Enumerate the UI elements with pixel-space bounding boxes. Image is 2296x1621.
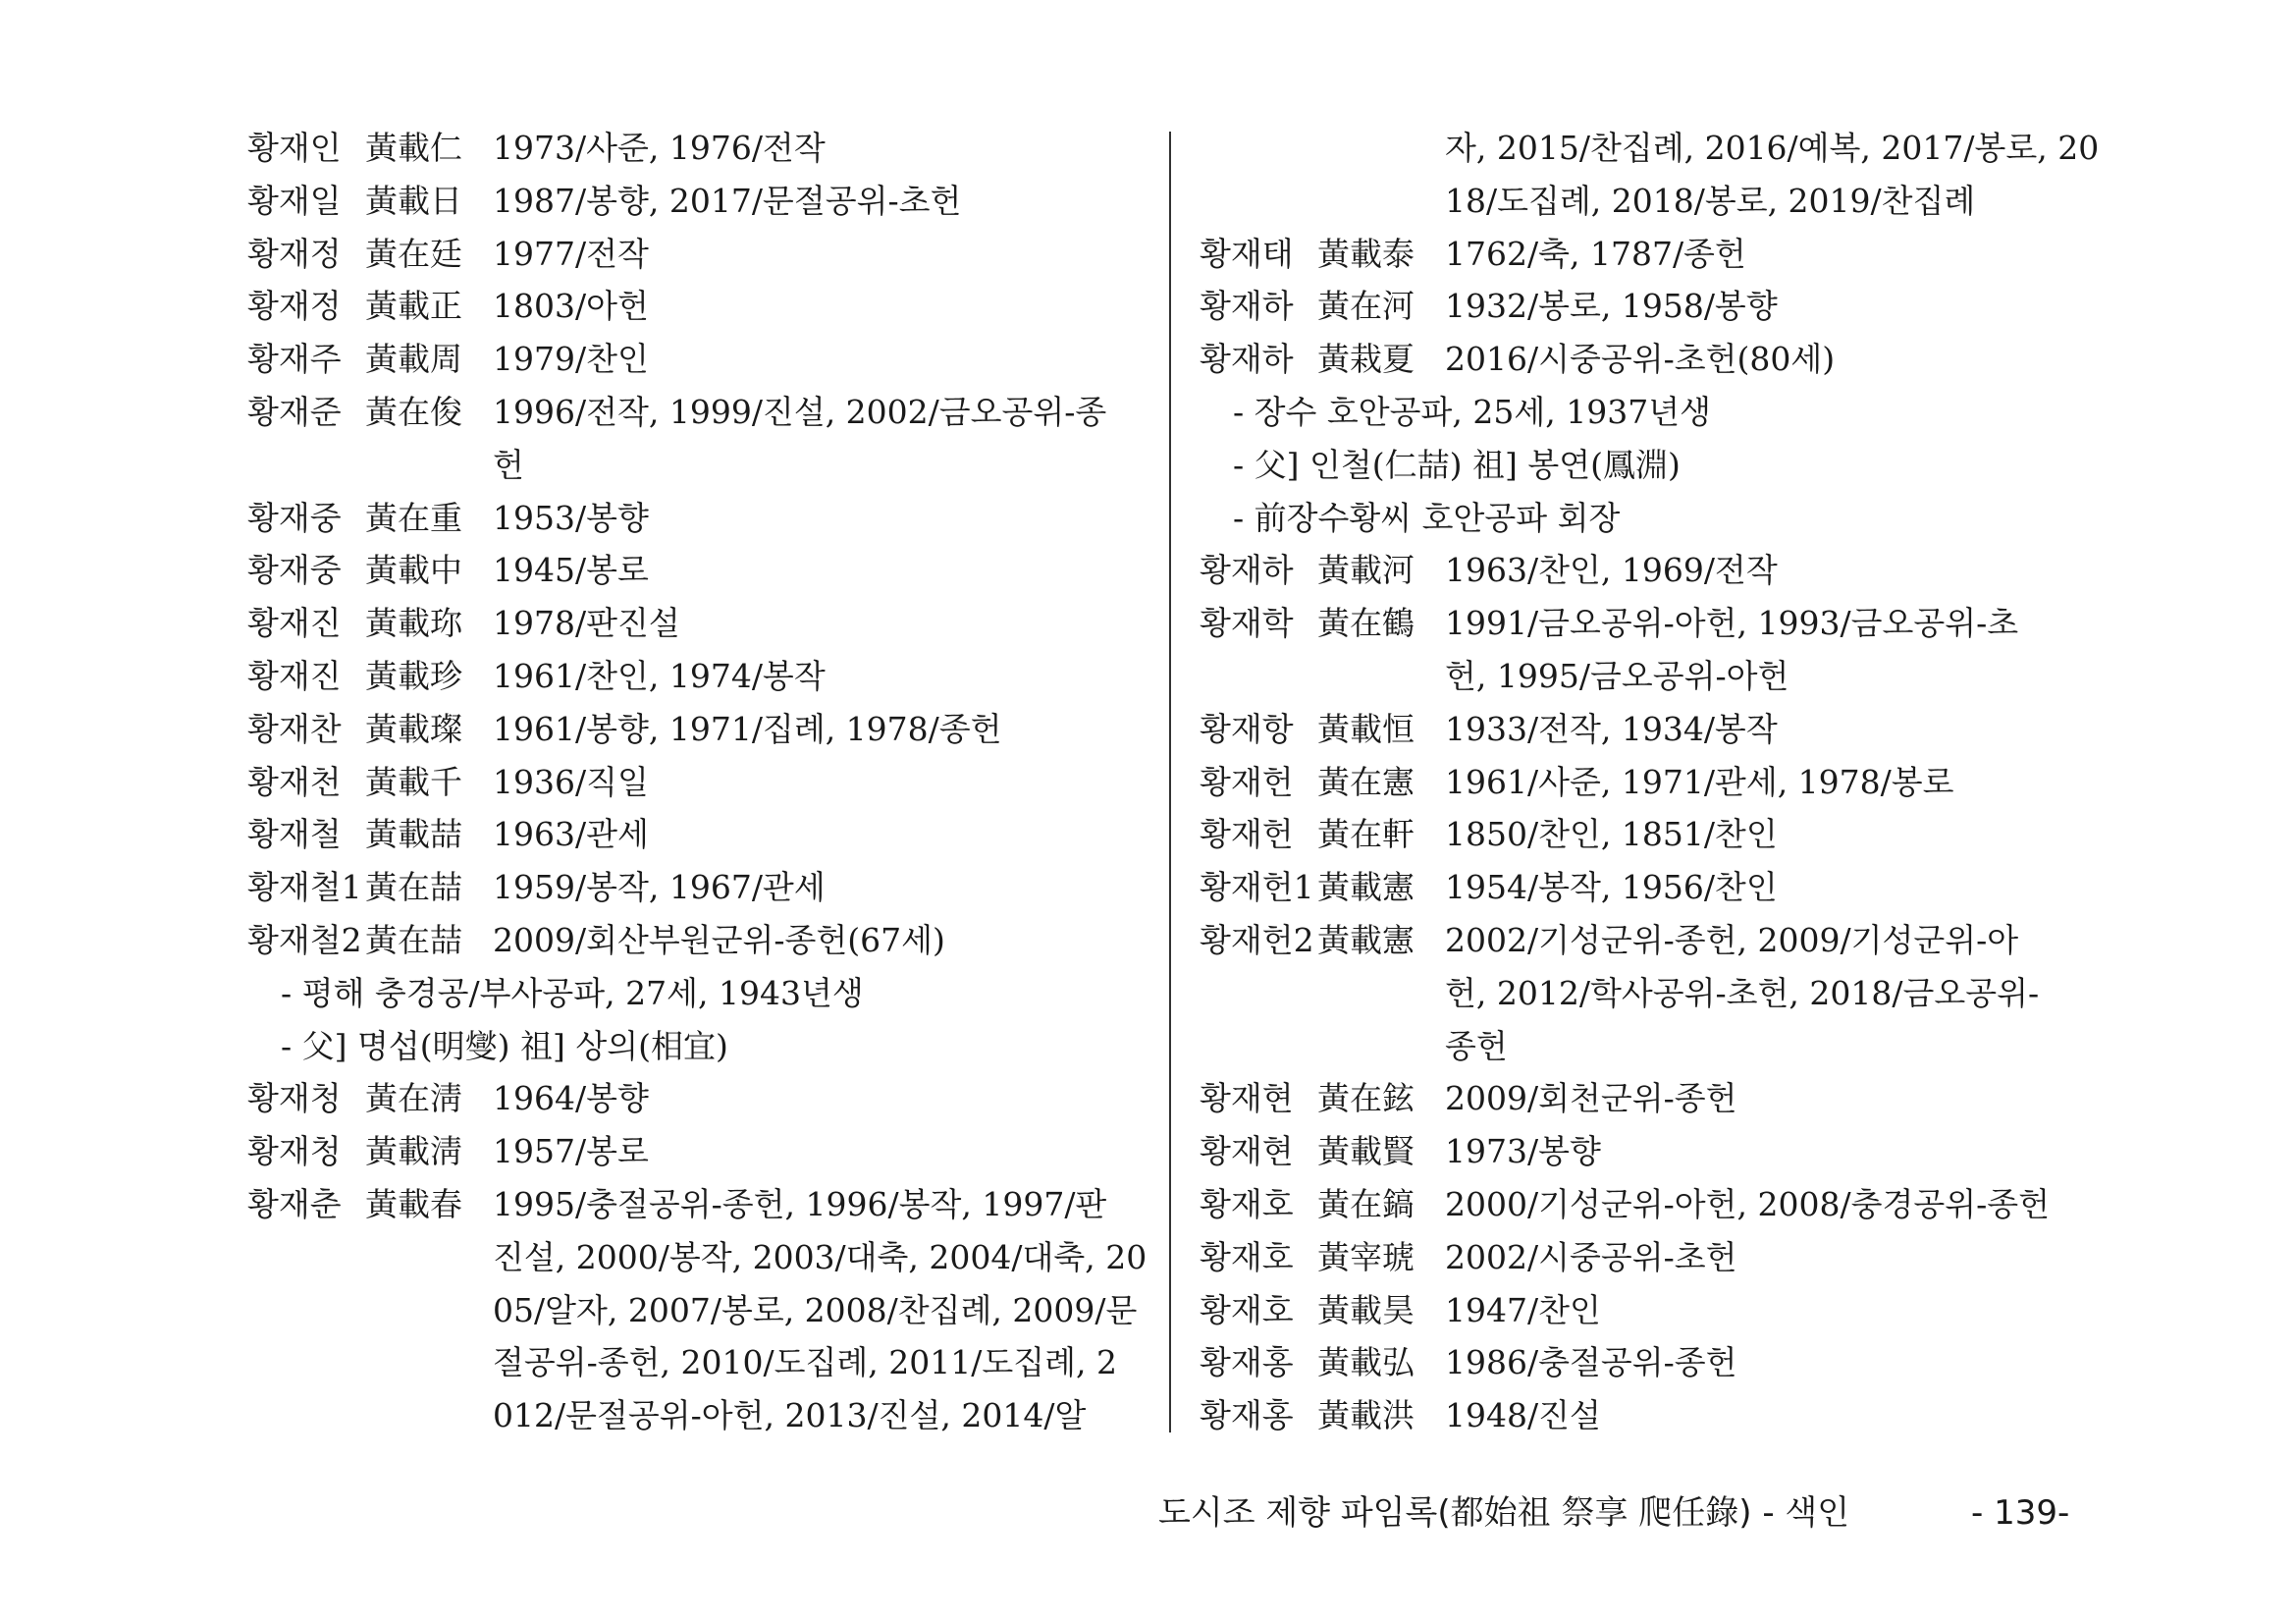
entry-hanja-name: 黃載中 xyxy=(365,551,462,590)
entry-korean-name: 황재호 xyxy=(1200,1237,1294,1276)
entry-record: 1803/아헌 xyxy=(493,287,649,326)
entry-hanja-name: 黃在鶴 xyxy=(1317,604,1415,643)
entry-korean-name: 황재학 xyxy=(1200,604,1294,643)
entry-korean-name: 황재준 xyxy=(247,392,342,431)
entry-record: 05/알자, 2007/봉로, 2008/찬집례, 2009/문 xyxy=(493,1290,1138,1329)
index-entry xyxy=(247,333,1150,386)
index-entry xyxy=(247,650,1150,703)
entry-record: 헌 xyxy=(493,445,524,484)
index-entry xyxy=(247,175,1150,228)
entry-korean-name: 황재현 xyxy=(1200,1079,1294,1118)
entry-korean-name: 황재하 xyxy=(1200,340,1294,379)
entry-korean-name: 황재주 xyxy=(247,340,342,379)
entry-hanja-name: 黃載珎 xyxy=(365,604,462,643)
entry-record: 18/도집례, 2018/봉로, 2019/찬집례 xyxy=(1445,181,1976,220)
entry-record: 종헌 xyxy=(1445,1026,1508,1065)
index-entry xyxy=(1200,1231,2103,1284)
entry-hanja-name: 黃載弘 xyxy=(1317,1343,1415,1382)
entry-korean-name: 황재헌 xyxy=(1200,762,1294,801)
index-entry xyxy=(247,597,1150,650)
entry-hanja-name: 黃載珍 xyxy=(365,656,462,695)
entry-hanja-name: 黃在鉉 xyxy=(1317,1079,1415,1118)
entry-record: 1961/봉향, 1971/집례, 1978/종헌 xyxy=(493,709,1002,748)
entry-korean-name: 황재청 xyxy=(247,1132,342,1171)
entry-korean-name: 황재진 xyxy=(247,604,342,643)
index-entry xyxy=(247,808,1150,861)
entry-korean-name: 황재중 xyxy=(247,551,342,590)
entry-korean-name: 황재호 xyxy=(1200,1290,1294,1329)
entry-hanja-name: 黃載仁 xyxy=(365,129,462,167)
entry-record: 1963/관세 xyxy=(493,815,649,854)
index-entry xyxy=(247,1178,1150,1231)
entry-hanja-name: 黃載河 xyxy=(1317,551,1415,590)
index-entry xyxy=(1200,703,2103,756)
entry-record: 1961/찬인, 1974/봉작 xyxy=(493,656,826,695)
entry-record: 2009/회산부원군위-종헌(67세) xyxy=(493,920,945,959)
index-entry xyxy=(247,1125,1150,1178)
entry-record: 012/문절공위-아헌, 2013/진설, 2014/알 xyxy=(493,1396,1087,1435)
entry-record: 1978/판진설 xyxy=(493,604,680,643)
entry-hanja-name: 黃在廷 xyxy=(365,234,462,273)
index-entry xyxy=(247,756,1150,809)
index-entry xyxy=(247,228,1150,281)
entry-record: 1947/찬인 xyxy=(1445,1290,1601,1329)
entry-korean-name: 황재하 xyxy=(1200,551,1294,590)
entry-korean-name: 황재일 xyxy=(247,181,342,220)
entry-continuation xyxy=(247,1336,1150,1389)
index-entry xyxy=(247,861,1150,914)
entry-hanja-name: 黃在淸 xyxy=(365,1079,462,1118)
column-divider xyxy=(1169,132,1171,1432)
entry-record: 헌, 2012/학사공위-초헌, 2018/금오공위- xyxy=(1445,973,2040,1012)
index-entry xyxy=(1200,1389,2103,1442)
right-column xyxy=(1200,122,2103,1442)
entry-record: 1953/봉향 xyxy=(493,498,649,537)
entry-hanja-name: 黃載憲 xyxy=(1317,920,1415,959)
entry-note: - 평해 충경공/부사공파, 27세, 1943년생 xyxy=(281,973,864,1012)
index-entry xyxy=(1200,333,2103,386)
entry-korean-name: 황재중 xyxy=(247,498,342,537)
index-entry xyxy=(1200,1178,2103,1231)
entry-record: 1961/사준, 1971/관세, 1978/봉로 xyxy=(1445,762,1954,801)
index-entry xyxy=(247,914,1150,967)
entry-korean-name: 황재진 xyxy=(247,656,342,695)
entry-record: 1973/봉향 xyxy=(1445,1132,1601,1171)
entry-korean-name: 황재천 xyxy=(247,762,342,801)
entry-korean-name: 황재태 xyxy=(1200,234,1294,273)
entry-korean-name: 황재헌1 xyxy=(1200,868,1314,907)
index-entry xyxy=(247,280,1150,333)
entry-hanja-name: 黃載正 xyxy=(365,287,462,326)
entry-continuation xyxy=(247,1231,1150,1284)
entry-korean-name: 황재헌2 xyxy=(1200,920,1314,959)
entry-record: 1979/찬인 xyxy=(493,340,649,379)
left-column xyxy=(247,122,1150,1442)
entry-korean-name: 황재정 xyxy=(247,287,342,326)
index-entry xyxy=(1200,228,2103,281)
entry-record: 자, 2015/찬집례, 2016/예복, 2017/봉로, 20 xyxy=(1445,129,2100,167)
entry-record: 1954/봉작, 1956/찬인 xyxy=(1445,868,1778,907)
entry-continuation xyxy=(1200,122,2103,175)
entry-record: 1973/사준, 1976/전작 xyxy=(493,129,826,167)
entry-korean-name: 황재철1 xyxy=(247,868,362,907)
index-entry xyxy=(247,386,1150,439)
index-entry xyxy=(1200,756,2103,809)
entry-hanja-name: 黃載喆 xyxy=(365,815,462,854)
entry-continuation xyxy=(247,1284,1150,1337)
entry-record: 1959/봉작, 1967/관세 xyxy=(493,868,826,907)
entry-hanja-name: 黃在憲 xyxy=(1317,762,1415,801)
entry-hanja-name: 黃載淸 xyxy=(365,1132,462,1171)
entry-record: 2002/기성군위-종헌, 2009/기성군위-아 xyxy=(1445,920,2019,959)
entry-korean-name: 황재인 xyxy=(247,129,342,167)
index-entry xyxy=(1200,1336,2103,1389)
entry-hanja-name: 黃在鎬 xyxy=(1317,1184,1415,1223)
entry-record: 1991/금오공위-아헌, 1993/금오공위-초 xyxy=(1445,604,2019,643)
entry-record: 1850/찬인, 1851/찬인 xyxy=(1445,815,1778,854)
entry-hanja-name: 黃在河 xyxy=(1317,287,1415,326)
entry-continuation xyxy=(247,439,1150,492)
entry-record: 2016/시중공위-초헌(80세) xyxy=(1445,340,1836,379)
entry-note: - 前장수황씨 호안공파 회장 xyxy=(1233,498,1621,537)
entry-korean-name: 황재찬 xyxy=(247,709,342,748)
entry-hanja-name: 黃在軒 xyxy=(1317,815,1415,854)
index-entry xyxy=(1200,597,2103,650)
entry-korean-name: 황재홍 xyxy=(1200,1343,1294,1382)
index-entry xyxy=(247,544,1150,597)
page-number: - 139- xyxy=(1971,1493,2070,1533)
entry-korean-name: 황재호 xyxy=(1200,1184,1294,1223)
entry-korean-name: 황재항 xyxy=(1200,709,1294,748)
entry-hanja-name: 黃載洪 xyxy=(1317,1396,1415,1435)
index-entry xyxy=(1200,808,2103,861)
entry-hanja-name: 黃載春 xyxy=(365,1184,462,1223)
entry-hanja-name: 黃載昊 xyxy=(1317,1290,1415,1329)
entry-record: 1762/축, 1787/종헌 xyxy=(1445,234,1746,273)
entry-hanja-name: 黃載恒 xyxy=(1317,709,1415,748)
entry-hanja-name: 黃載憲 xyxy=(1317,868,1415,907)
index-entry xyxy=(1200,914,2103,967)
entry-record: 1936/직일 xyxy=(493,762,649,801)
entry-note: - 장수 호안공파, 25세, 1937년생 xyxy=(1233,392,1711,431)
entry-record: 2009/회천군위-종헌 xyxy=(1445,1079,1737,1118)
entry-korean-name: 황재철 xyxy=(247,815,342,854)
entry-korean-name: 황재춘 xyxy=(247,1184,342,1223)
entry-record: 1995/충절공위-종헌, 1996/봉작, 1997/판 xyxy=(493,1184,1107,1223)
entry-korean-name: 황재철2 xyxy=(247,920,362,959)
entry-record: 1964/봉향 xyxy=(493,1079,649,1118)
index-entry xyxy=(1200,280,2103,333)
entry-continuation xyxy=(1200,175,2103,228)
entry-korean-name: 황재청 xyxy=(247,1079,342,1118)
index-entry xyxy=(247,703,1150,756)
entry-hanja-name: 黃載璨 xyxy=(365,709,462,748)
entry-korean-name: 황재현 xyxy=(1200,1132,1294,1171)
entry-record: 진설, 2000/봉작, 2003/대축, 2004/대축, 20 xyxy=(493,1237,1148,1276)
entry-korean-name: 황재홍 xyxy=(1200,1396,1294,1435)
index-entry xyxy=(1200,544,2103,597)
index-entry xyxy=(1200,1072,2103,1125)
index-entry xyxy=(247,122,1150,175)
entry-record: 2002/시중공위-초헌 xyxy=(1445,1237,1737,1276)
entry-record: 1948/진설 xyxy=(1445,1396,1601,1435)
entry-hanja-name: 黃栽夏 xyxy=(1317,340,1415,379)
entry-continuation xyxy=(1200,967,2103,1020)
entry-hanja-name: 黃在喆 xyxy=(365,868,462,907)
entry-continuation xyxy=(1200,650,2103,703)
entry-hanja-name: 黃載泰 xyxy=(1317,234,1415,273)
entry-continuation xyxy=(247,1389,1150,1442)
entry-record: 헌, 1995/금오공위-아헌 xyxy=(1445,656,1789,695)
entry-hanja-name: 黃載千 xyxy=(365,762,462,801)
entry-korean-name: 황재정 xyxy=(247,234,342,273)
entry-hanja-name: 黃載周 xyxy=(365,340,462,379)
entry-record: 1986/충절공위-종헌 xyxy=(1445,1343,1737,1382)
entry-record: 1945/봉로 xyxy=(493,551,649,590)
index-entry xyxy=(247,1072,1150,1125)
entry-continuation xyxy=(1200,1020,2103,1073)
entry-hanja-name: 黃在俊 xyxy=(365,392,462,431)
entry-record: 1977/전작 xyxy=(493,234,649,273)
entry-hanja-name: 黃載賢 xyxy=(1317,1132,1415,1171)
entry-hanja-name: 黃宰琥 xyxy=(1317,1237,1415,1276)
entry-korean-name: 황재헌 xyxy=(1200,815,1294,854)
entry-hanja-name: 黃在重 xyxy=(365,498,462,537)
footer-title: 도시조 제향 파임록(都始祖 祭享 爬任錄) - 색인 xyxy=(1158,1493,1850,1533)
entry-record: 절공위-종헌, 2010/도집례, 2011/도집례, 2 xyxy=(493,1343,1117,1382)
entry-record: 1996/전작, 1999/진설, 2002/금오공위-종 xyxy=(493,392,1107,431)
entry-record: 1932/봉로, 1958/봉향 xyxy=(1445,287,1778,326)
entry-record: 1933/전작, 1934/봉작 xyxy=(1445,709,1778,748)
entry-hanja-name: 黃在喆 xyxy=(365,920,462,959)
index-entry xyxy=(1200,861,2103,914)
entry-record: 1987/봉향, 2017/문절공위-초헌 xyxy=(493,181,962,220)
entry-korean-name: 황재하 xyxy=(1200,287,1294,326)
entry-note: - 父] 인철(仁喆) 祖] 봉연(鳳淵) xyxy=(1233,445,1681,484)
index-entry xyxy=(1200,1125,2103,1178)
entry-record: 1957/봉로 xyxy=(493,1132,649,1171)
entry-record: 2000/기성군위-아헌, 2008/충경공위-종헌 xyxy=(1445,1184,2051,1223)
entry-record: 1963/찬인, 1969/전작 xyxy=(1445,551,1778,590)
entry-note: - 父] 명섭(明燮) 祖] 상의(相宜) xyxy=(281,1026,728,1065)
entry-hanja-name: 黃載日 xyxy=(365,181,462,220)
index-entry xyxy=(1200,1284,2103,1337)
index-entry xyxy=(247,492,1150,545)
